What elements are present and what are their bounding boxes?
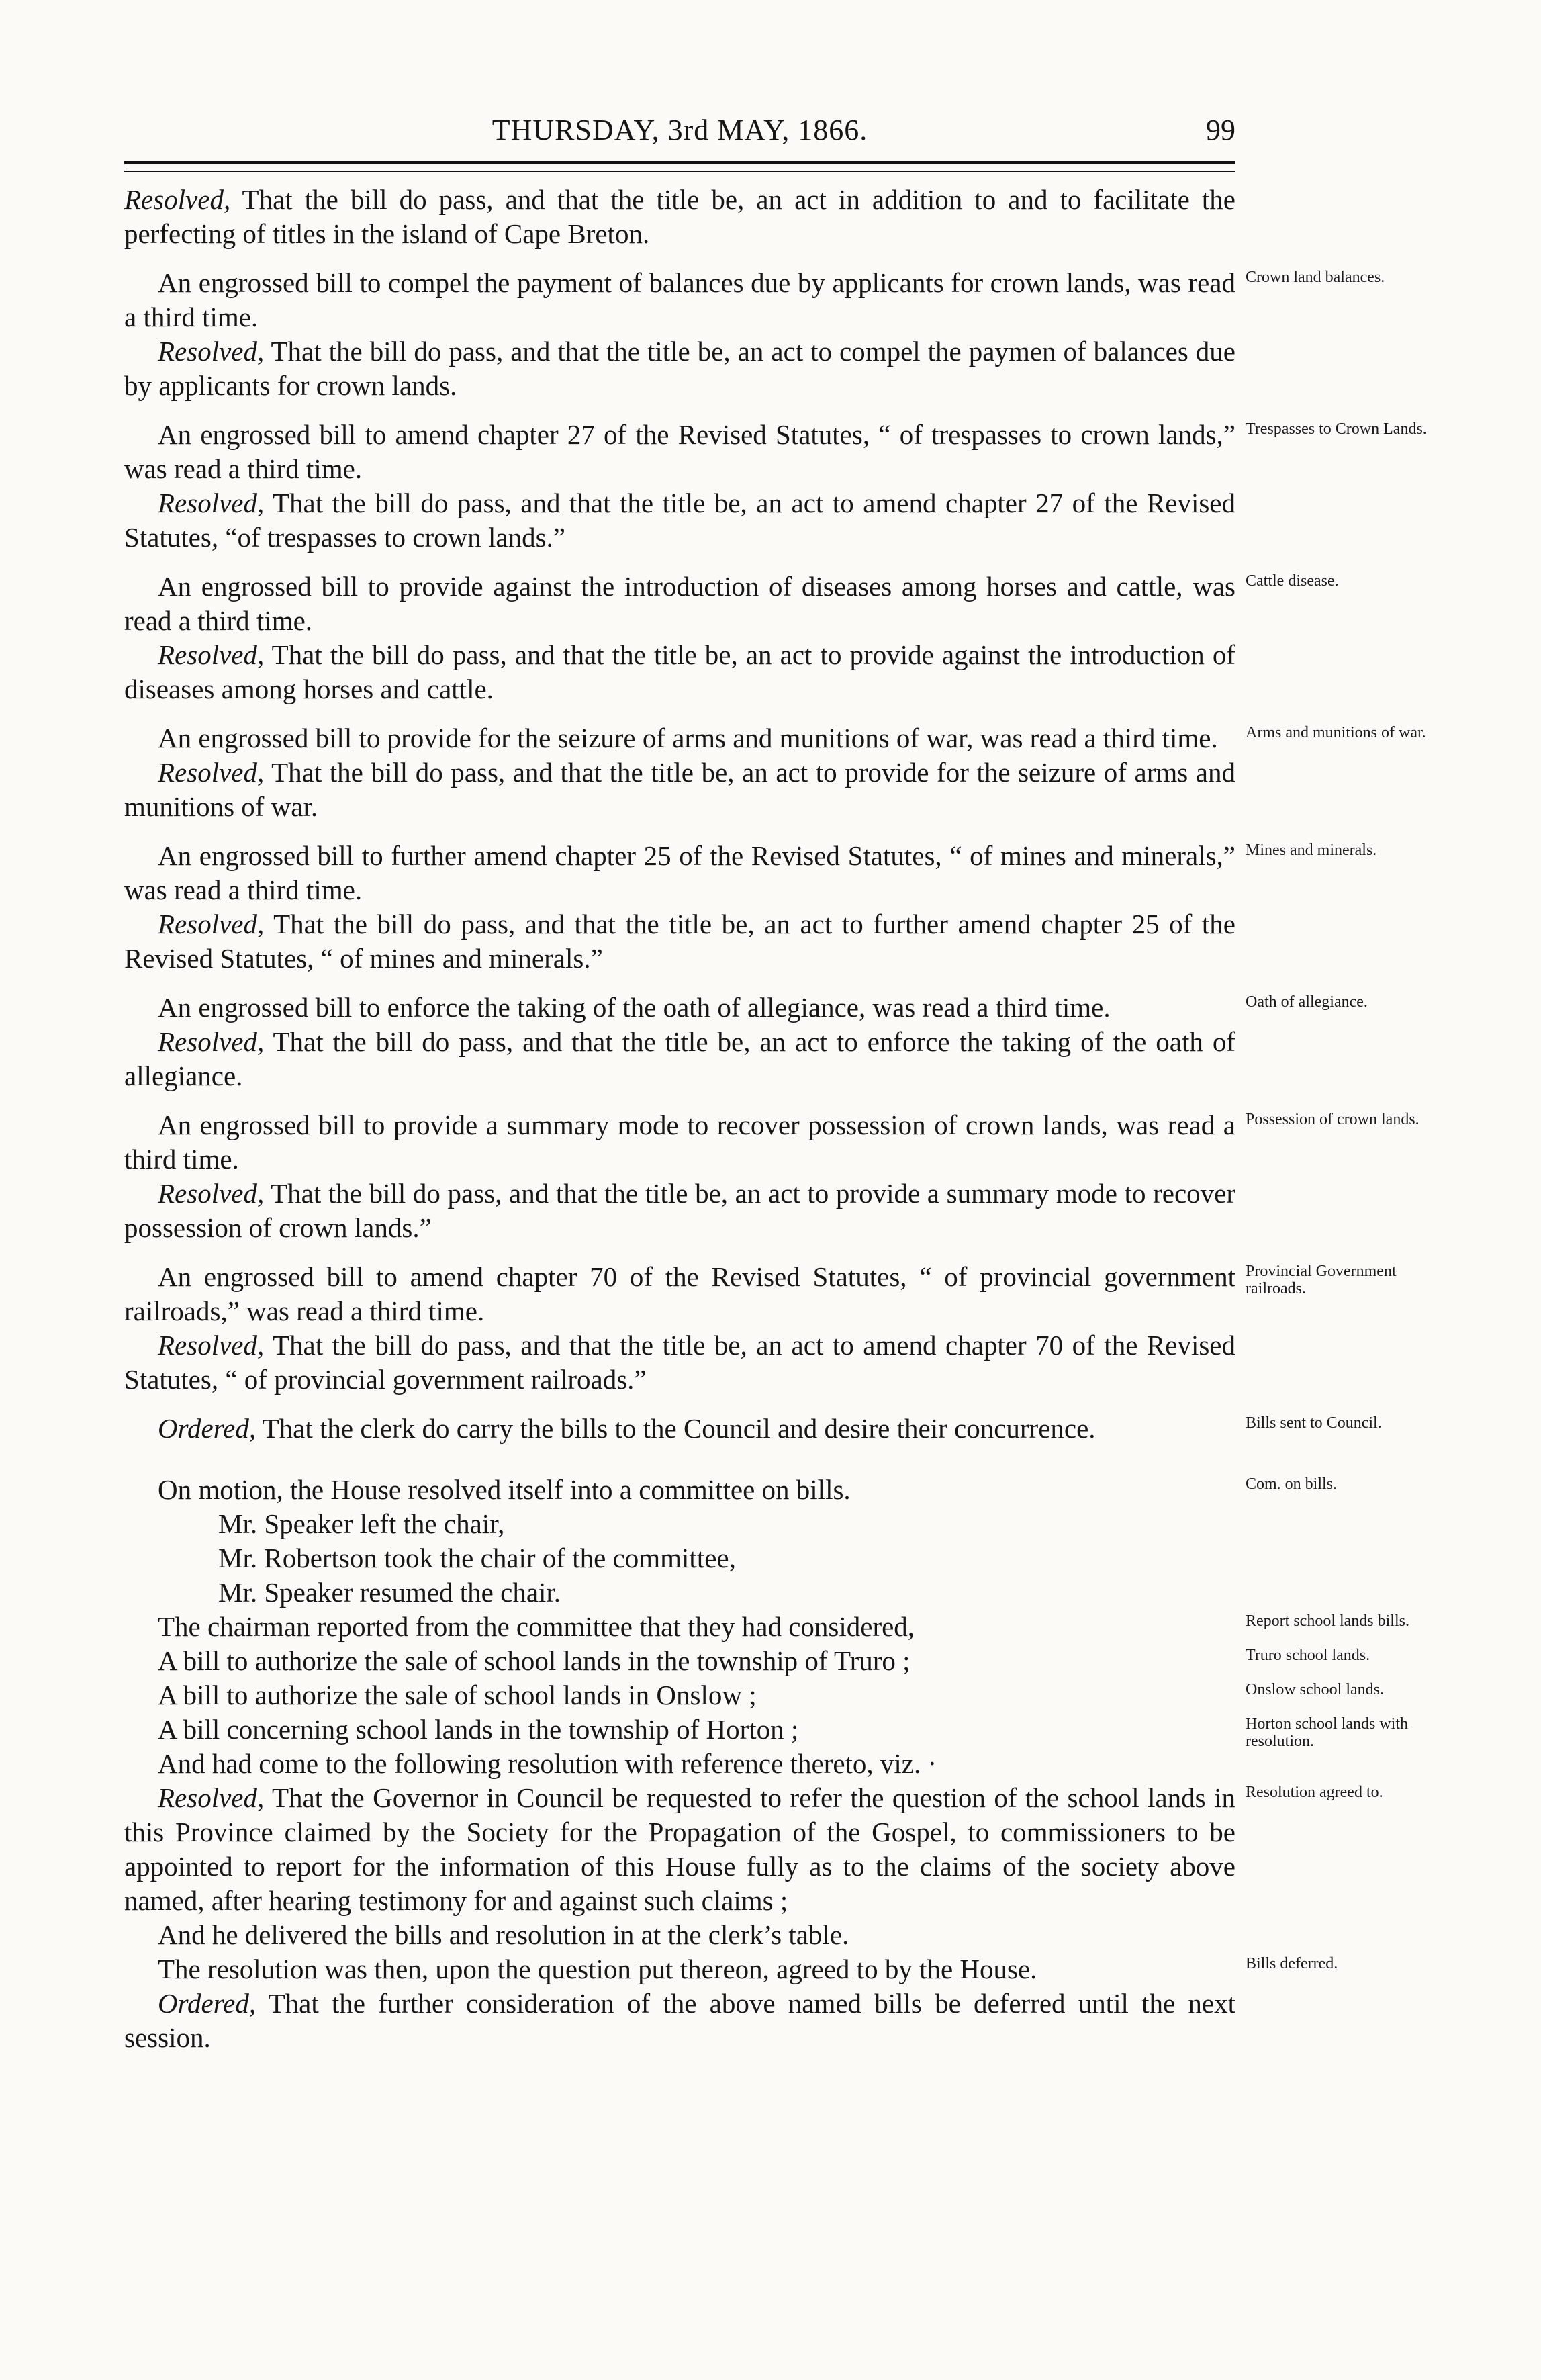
paragraph: Resolved, That the bill do pass, and that the title be, an act to enforce the taking of the oath of allegiance. xyxy=(124,1026,1235,1091)
paragraph: The resolution was then, upon the question put thereon, agreed to by the House. Bills deferred. xyxy=(124,1952,1235,1986)
running-head: THURSDAY, 3rd MAY, 1866. xyxy=(492,113,868,146)
paragraph: A bill to authorize the sale of school lands in Onslow ; Onslow school lands. xyxy=(124,1678,1235,1712)
margin-note: Possession of crown lands. xyxy=(1246,1111,1419,1128)
paragraph: An engrossed bill to further amend chapter 25 of the Revised Statutes, “ of mines and minerals,” was read a third time. Mines and minerals. xyxy=(124,839,1235,907)
paragraph: Mr. Speaker resumed the chair. xyxy=(218,1577,561,1608)
margin-note: Com. on bills. xyxy=(1246,1475,1338,1493)
paragraph: An engrossed bill to provide a summary mode to recover possession of crown lands, was read a third time. Possession of crown lands. xyxy=(124,1108,1235,1177)
paragraph: Mr. Speaker left the chair, xyxy=(218,1508,505,1539)
paragraph: Resolved, That the bill do pass, and that the title be, an act to provide against the introduction of diseases among horses and cattle. xyxy=(124,639,1235,704)
paragraph: Mr. Robertson took the chair of the committee, xyxy=(218,1543,736,1573)
paragraph: An engrossed bill to provide for the seizure of arms and munitions of war, was read a third time. Arms and munitions of war. xyxy=(124,721,1235,756)
margin-note: Cattle disease. xyxy=(1246,572,1339,590)
paragraph: Resolved, That the Governor in Council be requested to refer the question of the school lands in this Province claimed by the Society for the Propagation of the Gospel, to commissioners to be appointed to report for the information of this House fully as to the claims of the society above named, after hearing testimony for and against such claims ; Resolution agreed to. xyxy=(124,1781,1235,1918)
paragraph: Resolved, That the bill do pass, and that the title be, an act to compel the paymen of balances due by applicants for crown lands. xyxy=(124,336,1235,401)
paragraph: Resolved, That the bill do pass, and that the title be, an act in addition to and to facilitate the perfecting of titles in the island of Cape Breton. xyxy=(124,184,1235,249)
margin-note: Truro school lands. xyxy=(1246,1647,1370,1664)
paragraph: Resolved, That the bill do pass, and that the title be, an act to amend chapter 70 of the Revised Statutes, “ of provincial government railroads.” xyxy=(124,1330,1235,1395)
page-number: 99 xyxy=(1206,113,1235,146)
margin-note: Horton school lands with resolution. xyxy=(1246,1715,1408,1750)
paragraph: Resolved, That the bill do pass, and that the title be, an act to further amend chapter 25 of the Revised Statutes, “ of mines and minerals.” xyxy=(124,909,1235,974)
margin-note: Resolution agreed to. xyxy=(1246,1784,1383,1801)
paragraph: Ordered, That the further consideration of the above named bills be deferred until the next session. xyxy=(124,1988,1235,2053)
margin-note: Onslow school lands. xyxy=(1246,1681,1384,1698)
margin-note: Oath of allegiance. xyxy=(1246,993,1368,1011)
paragraph: Resolved, That the bill do pass, and that the title be, an act to provide a summary mode to recover possession of crown lands.” xyxy=(124,1178,1235,1243)
paragraph: On motion, the House resolved itself into a committee on bills. Com. on bills. xyxy=(124,1473,1235,1507)
margin-note: Trespasses to Crown Lands. xyxy=(1246,420,1427,438)
header-rule xyxy=(124,161,1235,172)
paragraph: Ordered, That the clerk do carry the bills to the Council and desire their concurrence. Bills sent to Council. xyxy=(124,1412,1235,1446)
paragraph: An engrossed bill to amend chapter 27 of the Revised Statutes, “ of trespasses to crown lands,” was read a third time. Trespasses to Crown Lands. xyxy=(124,418,1235,486)
margin-note: Bills sent to Council. xyxy=(1246,1414,1382,1432)
paragraph: Resolved, That the bill do pass, and that the title be, an act to provide for the seizure of arms and munitions of war. xyxy=(124,757,1235,822)
paragraph: An engrossed bill to amend chapter 70 of the Revised Statutes, “ of provincial government railroads,” was read a third time. Provincial Government railroads. xyxy=(124,1260,1235,1328)
paragraph: Resolved, That the bill do pass, and that the title be, an act to amend chapter 27 of the Revised Statutes, “of trespasses to crown lands.” xyxy=(124,488,1235,553)
paragraph: The chairman reported from the committee that they had considered, Report school lands bills. xyxy=(124,1610,1235,1644)
margin-note: Crown land balances. xyxy=(1246,269,1385,286)
margin-note: Mines and minerals. xyxy=(1246,841,1377,859)
page-header xyxy=(124,113,1235,153)
paragraph: An engrossed bill to enforce the taking of the oath of allegiance, was read a third time. Oath of allegiance. xyxy=(124,991,1235,1025)
paragraph: An engrossed bill to compel the payment of balances due by applicants for crown lands, was read a third time. Crown land balances. xyxy=(124,266,1235,334)
margin-note: Bills deferred. xyxy=(1246,1955,1338,1972)
paragraph: A bill concerning school lands in the township of Horton ; Horton school lands with resolution. xyxy=(124,1712,1235,1747)
margin-note: Report school lands bills. xyxy=(1246,1612,1409,1630)
paragraph: And had come to the following resolution with reference thereto, viz. · xyxy=(158,1748,937,1779)
paragraph: A bill to authorize the sale of school lands in the township of Truro ; Truro school lands. xyxy=(124,1644,1235,1678)
margin-note: Provincial Government railroads. xyxy=(1246,1263,1397,1297)
margin-note: Arms and munitions of war. xyxy=(1246,724,1426,741)
paragraph: An engrossed bill to provide against the introduction of diseases among horses and cattle, was read a third time. Cattle disease. xyxy=(124,569,1235,638)
journal-body xyxy=(124,183,1427,2055)
paragraph: And he delivered the bills and resolution in at the clerk’s table. xyxy=(158,1919,849,1950)
